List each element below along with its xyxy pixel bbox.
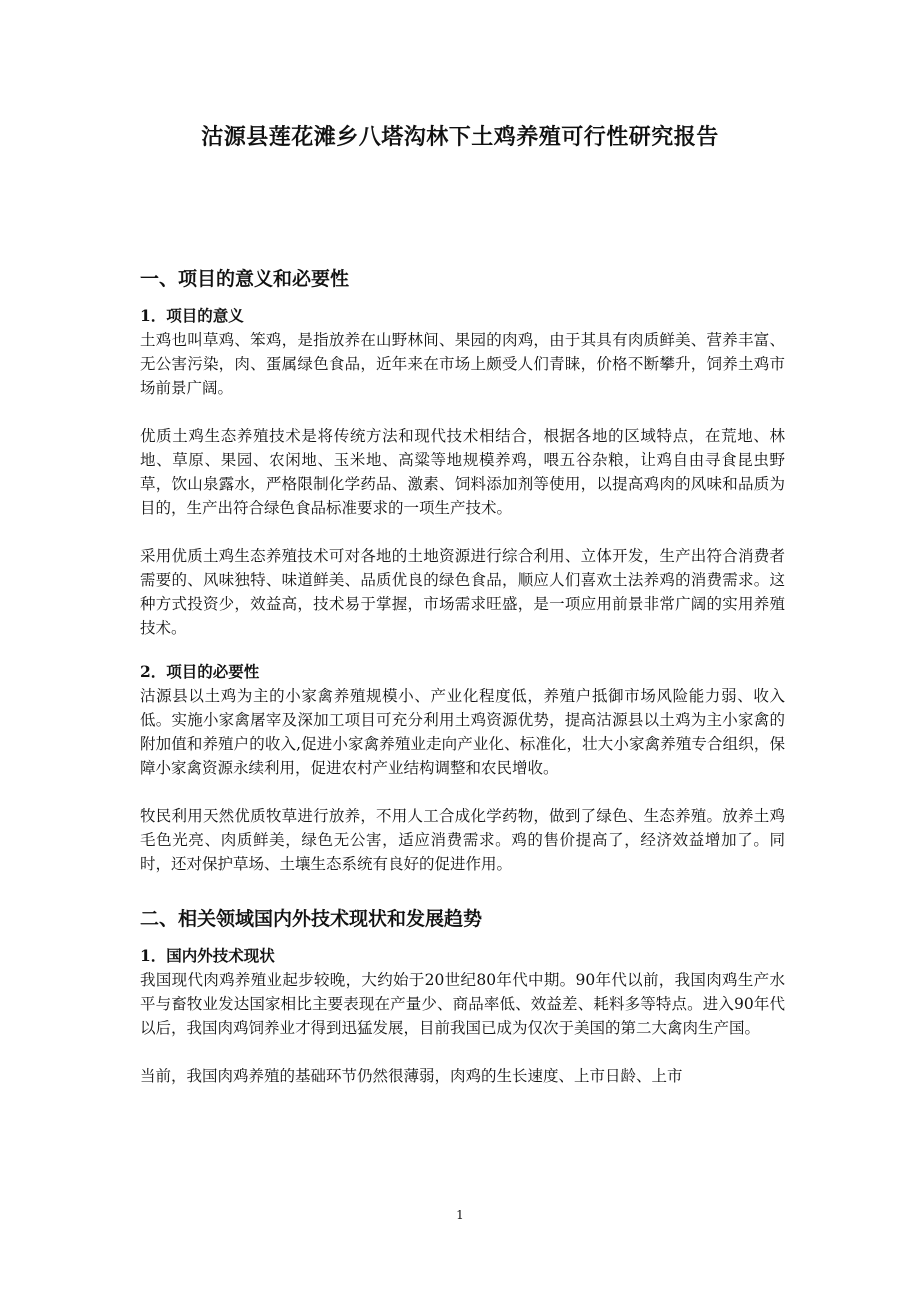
document-title: 沽源县莲花滩乡八塔沟林下土鸡养殖可行性研究报告 [201,124,719,150]
subsection-heading: 1．国内外技术现状 [140,946,275,965]
paragraph: 优质土鸡生态养殖技术是将传统方法和现代技术相结合，根据各地的区域特点，在荒地、林地、草原、果园、农闲地、玉米地、高粱等地规模养鸡，喂五谷杂粮，让鸡自由寻食昆虫野草，饮山泉露水，严格限制化学药品、激素、饲料添加剂等使用，以提高鸡肉的风味和品质为目的，生产出符合绿色食品标准要求的一项生产技术。 [140,427,785,517]
subsection-heading: 2．项目的必要性 [140,662,260,681]
section-heading: 一、项目的意义和必要性 [140,268,350,290]
section-heading: 二、相关领域国内外技术现状和发展趋势 [140,908,483,930]
paragraph: 牧民利用天然优质牧草进行放养，不用人工合成化学药物，做到了绿色、生态养殖。放养土鸡毛色光亮、肉质鲜美，绿色无公害，适应消费需求。鸡的售价提高了，经济效益增加了。同时，还对保护草场、土壤生态系统有良好的促进作用。 [140,807,785,873]
paragraph: 当前，我国肉鸡养殖的基础环节仍然很薄弱，肉鸡的生长速度、上市日龄、上市 [140,1067,683,1085]
paragraph: 沽源县以土鸡为主的小家禽养殖规模小、产业化程度低，养殖户抵御市场风险能力弱、收入低。实施小家禽屠宰及深加工项目可充分利用土鸡资源优势，提高沽源县以土鸡为主小家禽的附加值和养殖户的收入,促进小家禽养殖业走向产业化、标准化，壮大小家禽养殖专合组织，保障小家禽资源永续利用，促进农村产业结构调整和农民增收。 [140,687,785,777]
paragraph: 采用优质土鸡生态养殖技术可对各地的土地资源进行综合利用、立体开发，生产出符合消费者需要的、风味独特、味道鲜美、品质优良的绿色食品，顺应人们喜欢土法养鸡的消费需求。这种方式投资少，效益高，技术易于掌握，市场需求旺盛，是一项应用前景非常广阔的实用养殖技术。 [140,547,785,637]
paragraph: 土鸡也叫草鸡、笨鸡，是指放养在山野林间、果园的肉鸡，由于其具有肉质鲜美、营养丰富、无公害污染，肉、蛋属绿色食品，近年来在市场上颇受人们青睐，价格不断攀升，饲养土鸡市场前景广阔。 [140,331,785,397]
page-number: 1 [456,1208,464,1222]
paragraph: 我国现代肉鸡养殖业起步较晚，大约始于20世纪80年代中期。90年代以前，我国肉鸡生产水平与畜牧业发达国家相比主要表现在产量少、商品率低、效益差、耗料多等特点。进入90年代以后，我国肉鸡饲养业才得到迅猛发展，目前我国已成为仅次于美国的第二大禽肉生产国。 [140,971,785,1037]
document-body [140,264,785,1112]
subsection-heading: 1．项目的意义 [140,306,244,325]
